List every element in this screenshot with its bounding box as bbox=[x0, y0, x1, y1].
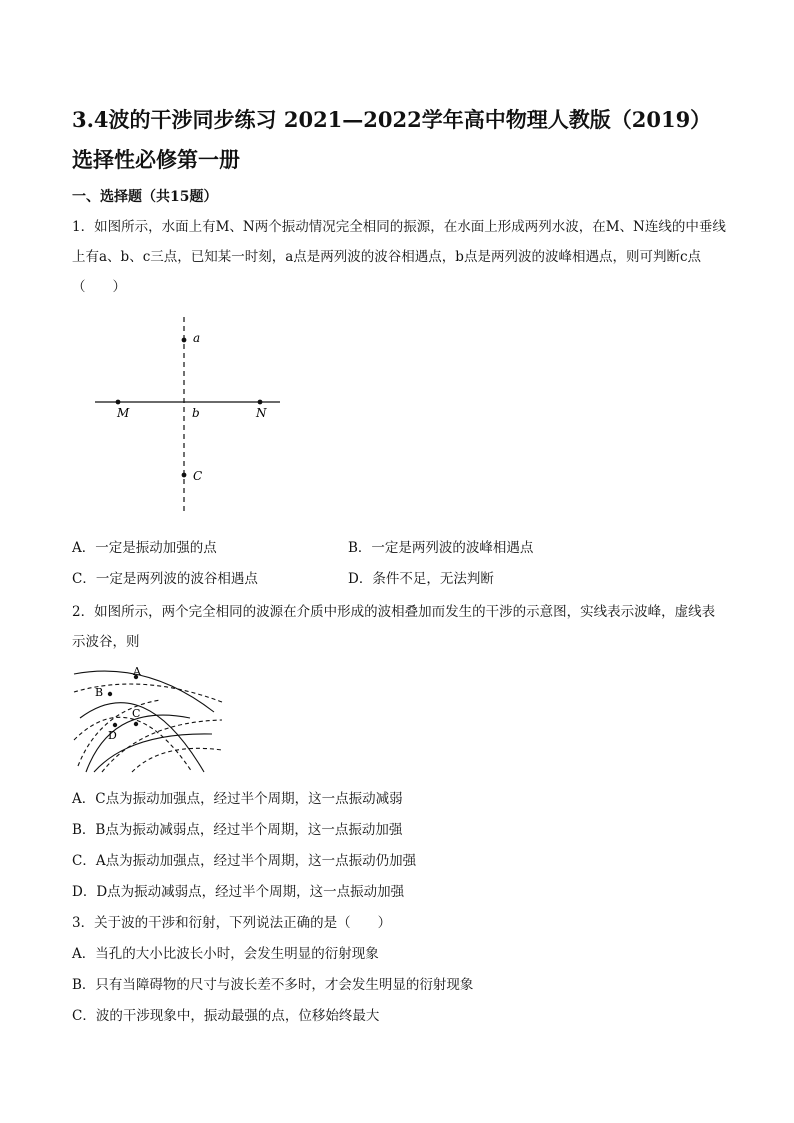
label-N: N bbox=[256, 406, 267, 420]
q3-option-b[interactable]: B．只有当障碍物的尺寸与波长差不多时，才会发生明显的衍射现象 bbox=[72, 977, 474, 993]
point-M bbox=[116, 400, 121, 405]
q2-option-d[interactable]: D．D点为振动减弱点，经过半个周期，这一点振动加强 bbox=[72, 884, 405, 900]
point-a bbox=[182, 338, 187, 343]
question-1-figure bbox=[90, 312, 290, 517]
q3-option-a[interactable]: A．当孔的大小比波长小时，会发生明显的衍射现象 bbox=[72, 946, 379, 962]
label-B: B bbox=[95, 686, 104, 699]
q2-option-a[interactable]: A．C点为振动加强点，经过半个周期，这一点振动减弱 bbox=[72, 791, 403, 807]
point-C bbox=[134, 722, 138, 726]
question-1-stem: 1．如图所示，水面上有M、N两个振动情况完全相同的振源，在水面上形成两列水波，在M、N连线的中垂线上有a、b、c三点，已知某一时刻，a点是两列波的波谷相遇点，b点是两列波的波峰相遇点，则可判断c点（ ） bbox=[72, 219, 726, 295]
point-N bbox=[258, 400, 263, 405]
q1-option-a[interactable]: A．一定是振动加强的点 bbox=[72, 540, 217, 556]
label-D: D bbox=[108, 729, 117, 742]
document-title: 3.4波的干涉同步练习 2021—2022学年高中物理人教版（2019）选择性必修第一册 bbox=[72, 107, 712, 172]
label-a: a bbox=[193, 331, 201, 345]
point-c bbox=[182, 473, 187, 478]
label-c: C bbox=[193, 469, 203, 483]
q3-option-c[interactable]: C．波的干涉现象中，振动最强的点，位移始终最大 bbox=[72, 1008, 380, 1024]
section-heading: 一、选择题（共15题） bbox=[72, 189, 218, 205]
question-2-stem: 2．如图所示，两个完全相同的波源在介质中形成的波相叠加而发生的干涉的示意图，实线表示波峰，虚线表示波谷，则 bbox=[72, 604, 716, 650]
q1-option-c[interactable]: C．一定是两列波的波谷相遇点 bbox=[72, 571, 258, 587]
point-D bbox=[113, 723, 117, 727]
q2-option-c[interactable]: C．A点为振动加强点，经过半个周期，这一点振动仍加强 bbox=[72, 853, 417, 869]
q2-option-b[interactable]: B．B点为振动减弱点，经过半个周期，这一点振动加强 bbox=[72, 822, 403, 838]
q1-option-d[interactable]: D．条件不足，无法判断 bbox=[348, 571, 494, 587]
label-M: M bbox=[117, 406, 130, 420]
label-C: C bbox=[132, 707, 141, 720]
q1-option-b[interactable]: B．一定是两列波的波峰相遇点 bbox=[348, 540, 534, 556]
point-B bbox=[108, 692, 112, 696]
question-2-figure bbox=[72, 662, 224, 774]
question-3-stem: 3．关于波的干涉和衍射，下列说法正确的是（ ） bbox=[72, 915, 392, 931]
label-b: b bbox=[192, 406, 200, 420]
label-A: A bbox=[133, 665, 141, 678]
